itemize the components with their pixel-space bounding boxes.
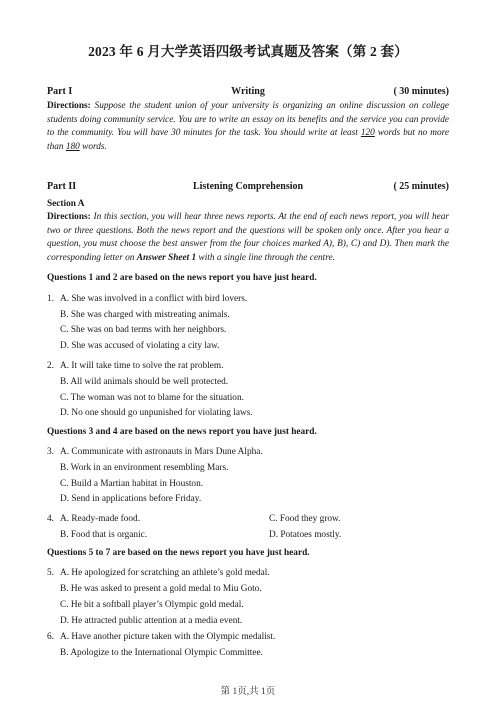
question-number: 2. <box>47 361 54 371</box>
option-b: B. He was asked to present a gold medal to Miu Goto. <box>60 584 262 594</box>
option-b: B. Food that is organic. <box>60 530 148 540</box>
part-1-label: Part I <box>47 86 73 97</box>
question-number: 6. <box>47 632 54 642</box>
directions-text-2: words but no more than <box>47 128 449 152</box>
question-group-heading: Questions 1 and 2 are based on the news report you have just heard. <box>47 273 317 283</box>
option-c: C. The woman was not to blame for the situation. <box>60 393 244 403</box>
question-number: 5. <box>47 568 54 578</box>
option-a: A. He apologized for scratching an athlete’s gold medal. <box>60 568 270 578</box>
part-2-directions <box>47 211 449 265</box>
option-b: B. Apologize to the International Olympic Committee. <box>60 648 263 658</box>
page-title: 2023 年 6 月大学英语四级考试真题及答案（第 2 套） <box>88 44 408 59</box>
max-words: 180 <box>65 141 80 152</box>
option-a: A. She was involved in a conflict with bird lovers. <box>60 294 248 304</box>
part-2-label: Part II <box>47 181 77 192</box>
part-2-time: ( 25 minutes) <box>393 181 449 192</box>
directions-text-4: In this section, you will hear three news reports. At the end of each news report, you will hear two or three questions. Both the news report and the questions will be spoken only once. After you hear a question, you must choose the best answer from the four choices marked A), B), C) and D). Then mark the corresponding letter on <box>47 212 450 263</box>
directions-text-3: words. <box>79 141 107 152</box>
option-c: C. Build a Martian habitat in Houston. <box>60 479 204 489</box>
page-footer: 第 1页,共 1页 <box>220 687 276 697</box>
answer-sheet-ref: Answer Sheet 1 <box>136 252 197 263</box>
part-1-directions <box>47 100 449 154</box>
directions-label-2: Directions: <box>47 212 94 222</box>
directions-text-1: Suppose the student union of your university is organizing an online discussion on college students doing community service. You are to write an essay on its benefits and the service you can provide to the community. You will have 30 minutes for the task. You should write at least <box>47 101 450 139</box>
part-2-name: Listening Comprehension <box>192 181 304 192</box>
option-b: B. She was charged with mistreating animals. <box>60 310 230 320</box>
option-d: D. No one should go unpunished for violating laws. <box>60 408 253 418</box>
option-b: B. All wild animals should be well protected. <box>60 377 229 387</box>
directions-label: Directions: <box>47 101 95 111</box>
option-a: A. Have another picture taken with the Olympic medalist. <box>60 632 276 642</box>
option-a: A. Communicate with astronauts in Mars Dune Alpha. <box>60 447 263 457</box>
question-number: 1. <box>47 294 54 304</box>
option-a: A. It will take time to solve the rat problem. <box>60 361 224 371</box>
question-group-heading: Questions 5 to 7 are based on the news report you have just heard. <box>47 548 310 558</box>
part-1-time: ( 30 minutes) <box>393 86 449 97</box>
question-group-heading: Questions 3 and 4 are based on the news report you have just heard. <box>47 427 317 437</box>
option-b: B. Work in an environment resembling Mars. <box>60 463 229 473</box>
part-1-name: Writing <box>231 86 265 97</box>
option-d: D. Send in applications before Friday. <box>60 494 202 504</box>
directions-text-5: with a single line through the centre. <box>196 252 335 263</box>
min-words: 120 <box>360 128 375 139</box>
option-d: D. Potatoes mostly. <box>269 530 342 540</box>
option-a: A. Ready-made food. <box>60 514 141 524</box>
part-2-header <box>47 181 449 195</box>
question-number: 4. <box>47 514 54 524</box>
part-1-header <box>47 86 449 100</box>
section-a-heading: Section A <box>47 199 85 209</box>
option-c: C. He bit a softball player’s Olympic gold medal. <box>60 600 244 610</box>
option-c: C. Food they grow. <box>269 514 341 524</box>
option-d: D. He attracted public attention at a media event. <box>60 616 243 626</box>
question-number: 3. <box>47 447 54 457</box>
option-d: D. She was accused of violating a city law. <box>60 341 220 351</box>
option-c: C. She was on bad terms with her neighbors. <box>60 325 227 335</box>
